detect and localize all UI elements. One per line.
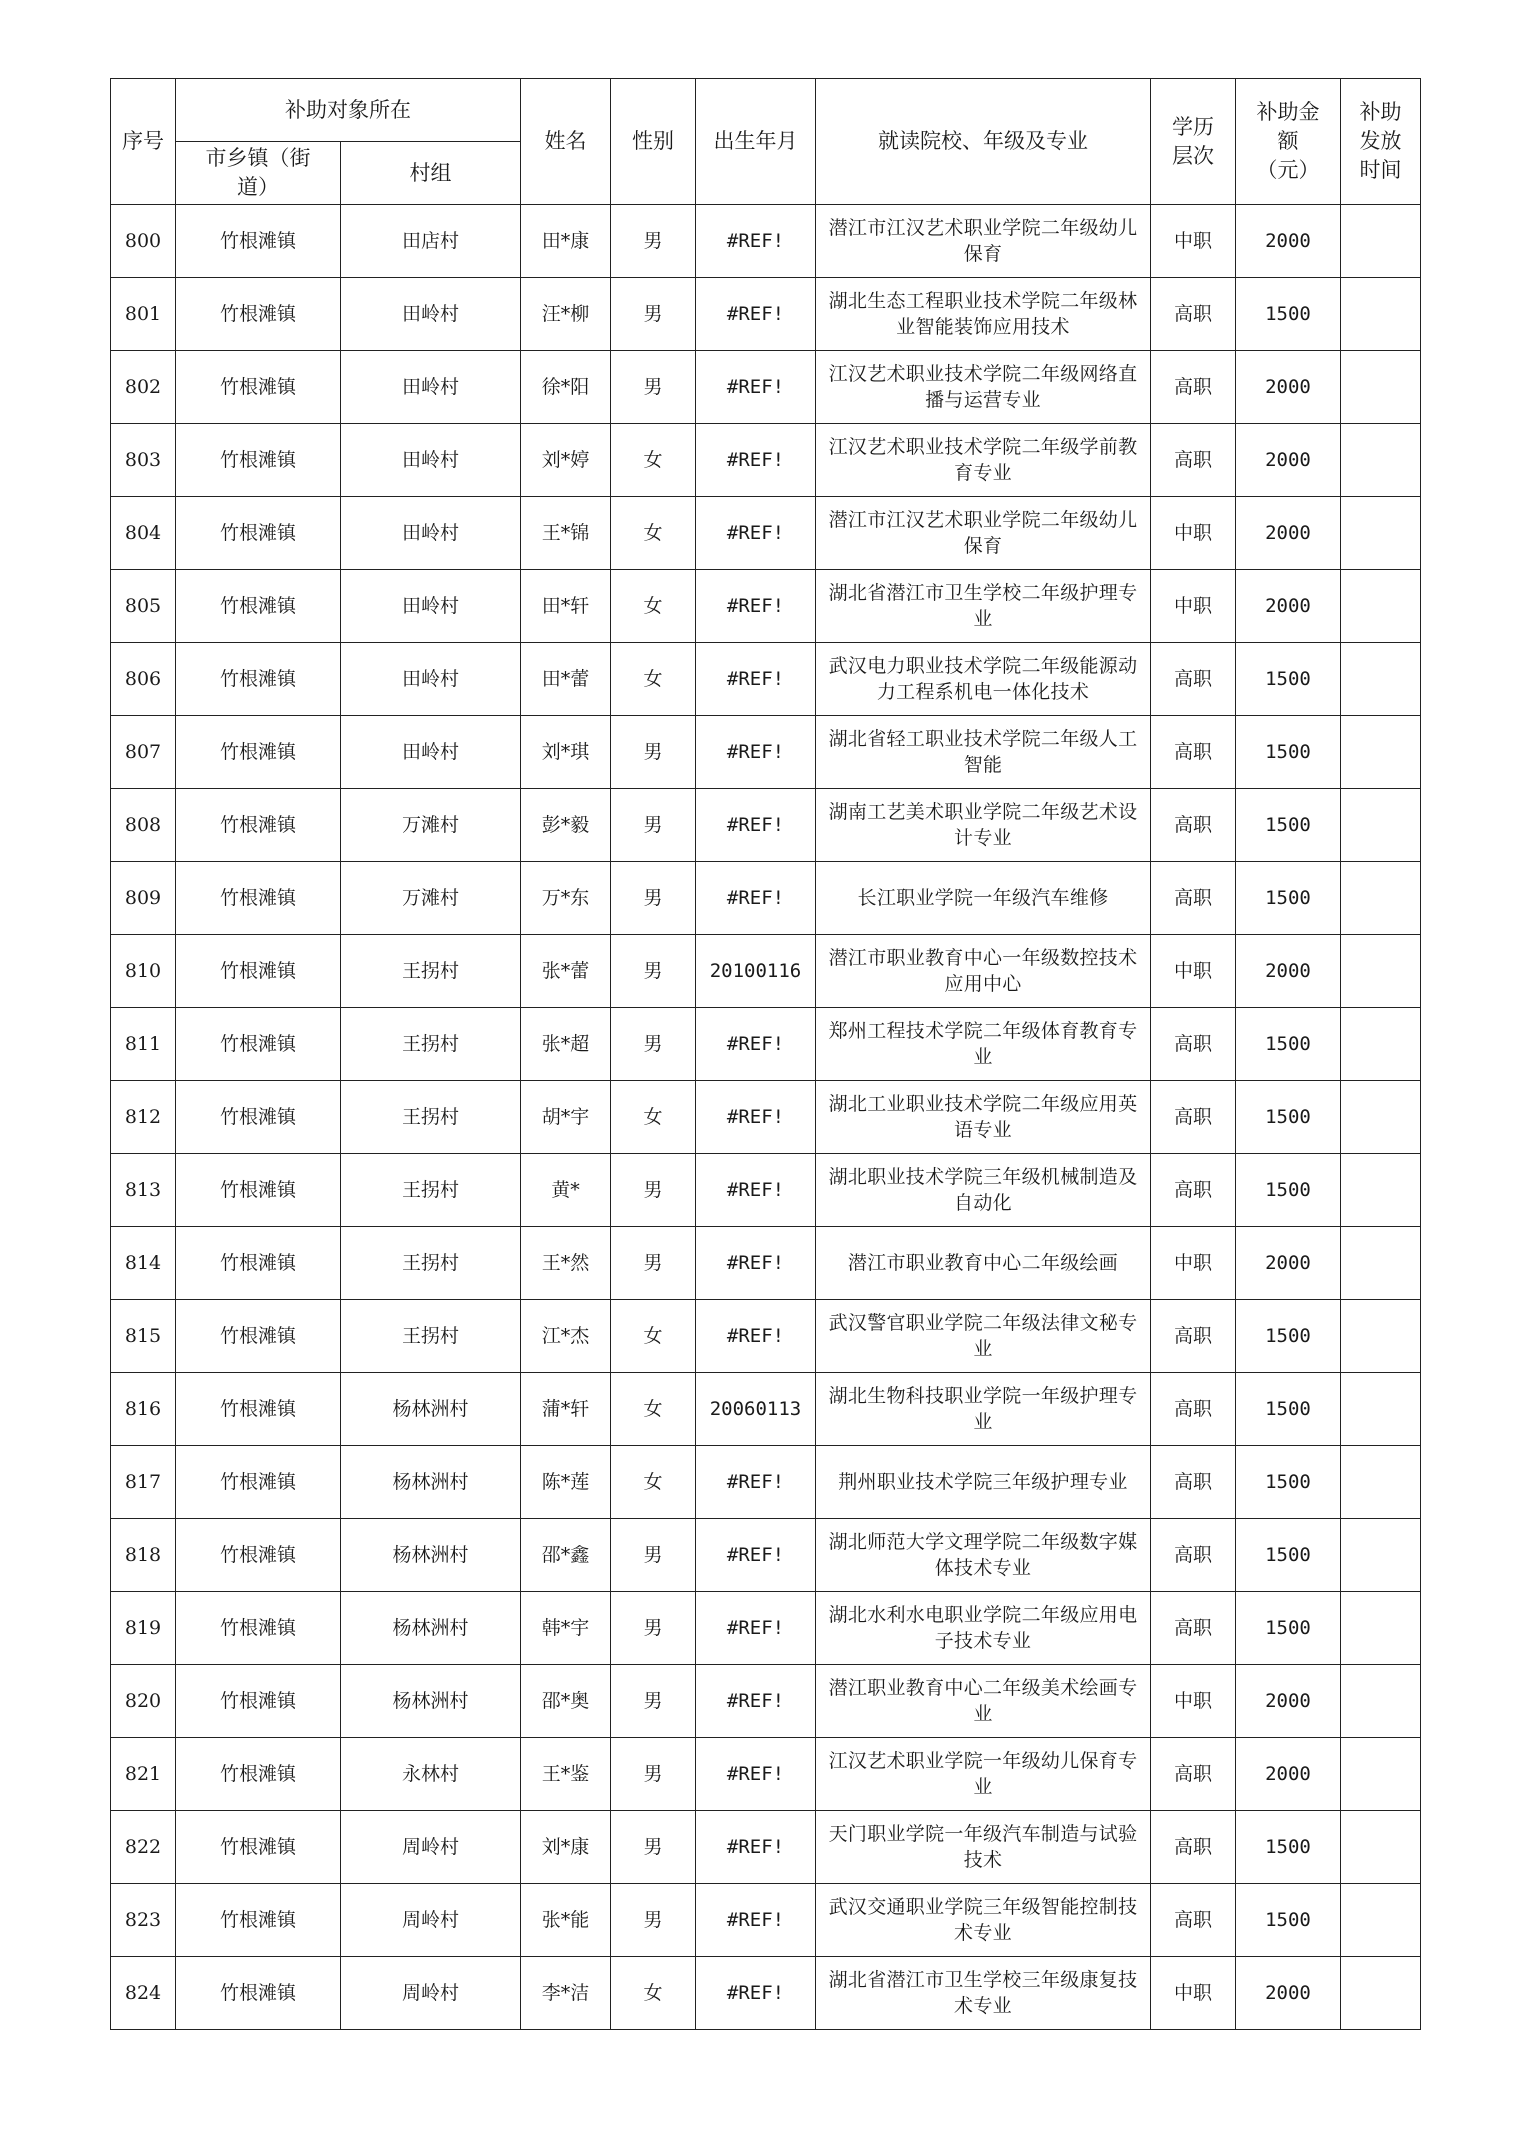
cell-birth: #REF!: [696, 1957, 816, 2030]
cell-village: 王拐村: [341, 935, 521, 1008]
cell-school: 武汉警官职业学院二年级法律文秘专业: [816, 1300, 1151, 1373]
cell-level: 高职: [1151, 1592, 1236, 1665]
cell-birth: #REF!: [696, 716, 816, 789]
cell-gender: 女: [611, 1373, 696, 1446]
cell-gender: 男: [611, 351, 696, 424]
cell-amount: 2000: [1236, 1738, 1341, 1811]
cell-birth: #REF!: [696, 643, 816, 716]
subsidy-roster-table: [110, 78, 1421, 2030]
cell-name: 万*东: [521, 862, 611, 935]
cell-level: 高职: [1151, 1811, 1236, 1884]
cell-level: 高职: [1151, 1008, 1236, 1081]
table-row: [111, 1008, 1421, 1081]
cell-school: 郑州工程技术学院二年级体育教育专业: [816, 1008, 1151, 1081]
cell-gender: 女: [611, 1957, 696, 2030]
cell-seq: 810: [111, 935, 176, 1008]
cell-name: 田*康: [521, 205, 611, 278]
cell-town: 竹根滩镇: [176, 935, 341, 1008]
cell-birth: #REF!: [696, 1227, 816, 1300]
cell-amount: 1500: [1236, 862, 1341, 935]
cell-gender: 男: [611, 862, 696, 935]
cell-amount: 2000: [1236, 424, 1341, 497]
cell-gender: 男: [611, 789, 696, 862]
cell-seq: 811: [111, 1008, 176, 1081]
cell-time: [1341, 789, 1421, 862]
cell-time: [1341, 643, 1421, 716]
cell-school: 潜江市江汉艺术职业学院二年级幼儿保育: [816, 205, 1151, 278]
cell-village: 王拐村: [341, 1081, 521, 1154]
cell-level: 高职: [1151, 1884, 1236, 1957]
cell-amount: 2000: [1236, 351, 1341, 424]
cell-name: 田*蕾: [521, 643, 611, 716]
cell-seq: 816: [111, 1373, 176, 1446]
cell-time: [1341, 1081, 1421, 1154]
cell-gender: 男: [611, 1592, 696, 1665]
cell-gender: 男: [611, 1884, 696, 1957]
cell-village: 万滩村: [341, 789, 521, 862]
cell-time: [1341, 1665, 1421, 1738]
cell-seq: 805: [111, 570, 176, 643]
cell-time: [1341, 716, 1421, 789]
cell-time: [1341, 1884, 1421, 1957]
cell-birth: #REF!: [696, 424, 816, 497]
cell-school: 湖南工艺美术职业学院二年级艺术设计专业: [816, 789, 1151, 862]
table-row: [111, 1227, 1421, 1300]
cell-amount: 1500: [1236, 789, 1341, 862]
cell-level: 中职: [1151, 570, 1236, 643]
cell-name: 汪*柳: [521, 278, 611, 351]
cell-school: 湖北省潜江市卫生学校二年级护理专业: [816, 570, 1151, 643]
cell-time: [1341, 1957, 1421, 2030]
cell-village: 田岭村: [341, 351, 521, 424]
cell-school: 湖北生物科技职业学院一年级护理专业: [816, 1373, 1151, 1446]
cell-time: [1341, 570, 1421, 643]
cell-birth: #REF!: [696, 1519, 816, 1592]
cell-village: 杨林洲村: [341, 1592, 521, 1665]
table-row: [111, 1154, 1421, 1227]
cell-name: 江*杰: [521, 1300, 611, 1373]
cell-amount: 1500: [1236, 1081, 1341, 1154]
header-seq: 序号: [111, 79, 176, 205]
cell-name: 王*鉴: [521, 1738, 611, 1811]
cell-seq: 812: [111, 1081, 176, 1154]
cell-name: 王*锦: [521, 497, 611, 570]
header-birth: 出生年月: [696, 79, 816, 205]
cell-town: 竹根滩镇: [176, 1300, 341, 1373]
cell-amount: 2000: [1236, 1665, 1341, 1738]
table-row: [111, 1519, 1421, 1592]
cell-village: 杨林洲村: [341, 1665, 521, 1738]
cell-name: 邵*鑫: [521, 1519, 611, 1592]
cell-birth: #REF!: [696, 497, 816, 570]
cell-school: 潜江市职业教育中心一年级数控技术应用中心: [816, 935, 1151, 1008]
cell-school: 武汉电力职业技术学院二年级能源动力工程系机电一体化技术: [816, 643, 1151, 716]
cell-village: 杨林洲村: [341, 1519, 521, 1592]
cell-seq: 819: [111, 1592, 176, 1665]
table-row: [111, 424, 1421, 497]
cell-level: 高职: [1151, 278, 1236, 351]
cell-school: 湖北生态工程职业技术学院二年级林业智能装饰应用技术: [816, 278, 1151, 351]
cell-village: 田岭村: [341, 716, 521, 789]
cell-name: 刘*婷: [521, 424, 611, 497]
cell-amount: 2000: [1236, 570, 1341, 643]
cell-seq: 821: [111, 1738, 176, 1811]
cell-level: 高职: [1151, 1154, 1236, 1227]
cell-gender: 女: [611, 570, 696, 643]
cell-town: 竹根滩镇: [176, 1884, 341, 1957]
cell-time: [1341, 1154, 1421, 1227]
header-name: 姓名: [521, 79, 611, 205]
cell-village: 杨林洲村: [341, 1446, 521, 1519]
cell-gender: 男: [611, 1154, 696, 1227]
cell-gender: 女: [611, 497, 696, 570]
cell-town: 竹根滩镇: [176, 497, 341, 570]
cell-amount: 2000: [1236, 1227, 1341, 1300]
table-row: [111, 1300, 1421, 1373]
table-row: [111, 1811, 1421, 1884]
cell-level: 高职: [1151, 424, 1236, 497]
cell-school: 天门职业学院一年级汽车制造与试验技术: [816, 1811, 1151, 1884]
cell-time: [1341, 1446, 1421, 1519]
cell-level: 中职: [1151, 1227, 1236, 1300]
cell-time: [1341, 1227, 1421, 1300]
cell-time: [1341, 1738, 1421, 1811]
cell-gender: 男: [611, 1519, 696, 1592]
cell-name: 张*蕾: [521, 935, 611, 1008]
cell-village: 田岭村: [341, 643, 521, 716]
cell-birth: #REF!: [696, 1300, 816, 1373]
cell-name: 张*超: [521, 1008, 611, 1081]
table-header: [111, 79, 1421, 205]
cell-amount: 1500: [1236, 1154, 1341, 1227]
header-amount: 补助金额（元）: [1236, 79, 1341, 205]
cell-town: 竹根滩镇: [176, 1957, 341, 2030]
table-row: [111, 205, 1421, 278]
table-body: [111, 205, 1421, 2030]
cell-school: 长江职业学院一年级汽车维修: [816, 862, 1151, 935]
cell-name: 黄*: [521, 1154, 611, 1227]
table-row: [111, 570, 1421, 643]
cell-town: 竹根滩镇: [176, 1008, 341, 1081]
cell-village: 周岭村: [341, 1811, 521, 1884]
table-row: [111, 1081, 1421, 1154]
cell-level: 高职: [1151, 1081, 1236, 1154]
cell-village: 永林村: [341, 1738, 521, 1811]
cell-town: 竹根滩镇: [176, 1811, 341, 1884]
cell-village: 周岭村: [341, 1884, 521, 1957]
cell-village: 王拐村: [341, 1300, 521, 1373]
cell-gender: 女: [611, 643, 696, 716]
cell-school: 江汉艺术职业技术学院二年级网络直播与运营专业: [816, 351, 1151, 424]
cell-gender: 男: [611, 278, 696, 351]
cell-birth: #REF!: [696, 1154, 816, 1227]
cell-seq: 813: [111, 1154, 176, 1227]
header-school: 就读院校、年级及专业: [816, 79, 1151, 205]
cell-town: 竹根滩镇: [176, 789, 341, 862]
cell-village: 田岭村: [341, 570, 521, 643]
cell-level: 高职: [1151, 1738, 1236, 1811]
table-row: [111, 1738, 1421, 1811]
cell-level: 高职: [1151, 1519, 1236, 1592]
cell-level: 高职: [1151, 1300, 1236, 1373]
cell-town: 竹根滩镇: [176, 1592, 341, 1665]
cell-school: 武汉交通职业学院三年级智能控制技术专业: [816, 1884, 1151, 1957]
cell-name: 张*能: [521, 1884, 611, 1957]
cell-seq: 815: [111, 1300, 176, 1373]
cell-seq: 817: [111, 1446, 176, 1519]
cell-name: 刘*琪: [521, 716, 611, 789]
cell-birth: #REF!: [696, 205, 816, 278]
cell-level: 中职: [1151, 1957, 1236, 2030]
cell-town: 竹根滩镇: [176, 1446, 341, 1519]
cell-village: 田店村: [341, 205, 521, 278]
cell-seq: 800: [111, 205, 176, 278]
cell-gender: 男: [611, 1665, 696, 1738]
cell-school: 湖北省潜江市卫生学校三年级康复技术专业: [816, 1957, 1151, 2030]
cell-amount: 1500: [1236, 1300, 1341, 1373]
cell-time: [1341, 935, 1421, 1008]
table-row: [111, 1957, 1421, 2030]
cell-time: [1341, 1373, 1421, 1446]
cell-village: 万滩村: [341, 862, 521, 935]
cell-seq: 807: [111, 716, 176, 789]
cell-level: 中职: [1151, 1665, 1236, 1738]
cell-town: 竹根滩镇: [176, 1373, 341, 1446]
cell-name: 王*然: [521, 1227, 611, 1300]
cell-level: 高职: [1151, 1373, 1236, 1446]
cell-name: 蒲*轩: [521, 1373, 611, 1446]
cell-amount: 2000: [1236, 1957, 1341, 2030]
cell-seq: 823: [111, 1884, 176, 1957]
table-row: [111, 1665, 1421, 1738]
header-time: 补助发放时间: [1341, 79, 1421, 205]
cell-time: [1341, 497, 1421, 570]
cell-birth: 20100116: [696, 935, 816, 1008]
cell-village: 周岭村: [341, 1957, 521, 2030]
cell-school: 湖北水利水电职业学院二年级应用电子技术专业: [816, 1592, 1151, 1665]
table-row: [111, 351, 1421, 424]
cell-birth: #REF!: [696, 862, 816, 935]
cell-village: 田岭村: [341, 497, 521, 570]
cell-time: [1341, 1811, 1421, 1884]
cell-birth: #REF!: [696, 1884, 816, 1957]
cell-level: 高职: [1151, 351, 1236, 424]
cell-amount: 1500: [1236, 278, 1341, 351]
cell-amount: 1500: [1236, 1008, 1341, 1081]
header-village: 村组: [341, 142, 521, 205]
cell-town: 竹根滩镇: [176, 351, 341, 424]
cell-level: 中职: [1151, 497, 1236, 570]
cell-amount: 1500: [1236, 643, 1341, 716]
cell-town: 竹根滩镇: [176, 278, 341, 351]
cell-amount: 1500: [1236, 1446, 1341, 1519]
cell-level: 中职: [1151, 935, 1236, 1008]
table-row: [111, 789, 1421, 862]
cell-birth: 20060113: [696, 1373, 816, 1446]
cell-town: 竹根滩镇: [176, 643, 341, 716]
cell-level: 高职: [1151, 716, 1236, 789]
cell-village: 田岭村: [341, 278, 521, 351]
cell-school: 潜江职业教育中心二年级美术绘画专业: [816, 1665, 1151, 1738]
cell-village: 王拐村: [341, 1154, 521, 1227]
table-row: [111, 497, 1421, 570]
cell-town: 竹根滩镇: [176, 570, 341, 643]
cell-birth: #REF!: [696, 351, 816, 424]
header-town: 市乡镇（街道）: [176, 142, 341, 205]
cell-name: 彭*毅: [521, 789, 611, 862]
cell-time: [1341, 351, 1421, 424]
cell-gender: 女: [611, 1446, 696, 1519]
cell-birth: #REF!: [696, 1081, 816, 1154]
cell-seq: 802: [111, 351, 176, 424]
cell-town: 竹根滩镇: [176, 1738, 341, 1811]
cell-amount: 1500: [1236, 1519, 1341, 1592]
cell-level: 高职: [1151, 862, 1236, 935]
cell-level: 高职: [1151, 789, 1236, 862]
cell-seq: 820: [111, 1665, 176, 1738]
cell-town: 竹根滩镇: [176, 862, 341, 935]
cell-village: 王拐村: [341, 1008, 521, 1081]
cell-level: 中职: [1151, 205, 1236, 278]
cell-seq: 801: [111, 278, 176, 351]
cell-time: [1341, 1300, 1421, 1373]
cell-name: 田*轩: [521, 570, 611, 643]
cell-name: 陈*莲: [521, 1446, 611, 1519]
cell-village: 王拐村: [341, 1227, 521, 1300]
cell-gender: 男: [611, 1738, 696, 1811]
cell-seq: 814: [111, 1227, 176, 1300]
cell-gender: 女: [611, 1081, 696, 1154]
cell-school: 江汉艺术职业技术学院二年级学前教育专业: [816, 424, 1151, 497]
cell-name: 李*洁: [521, 1957, 611, 2030]
cell-name: 邵*奥: [521, 1665, 611, 1738]
cell-seq: 808: [111, 789, 176, 862]
cell-school: 潜江市江汉艺术职业学院二年级幼儿保育: [816, 497, 1151, 570]
cell-seq: 804: [111, 497, 176, 570]
cell-seq: 806: [111, 643, 176, 716]
cell-town: 竹根滩镇: [176, 1081, 341, 1154]
table-row: [111, 278, 1421, 351]
cell-school: 湖北师范大学文理学院二年级数字媒体技术专业: [816, 1519, 1151, 1592]
cell-amount: 1500: [1236, 1811, 1341, 1884]
cell-name: 韩*宇: [521, 1592, 611, 1665]
cell-level: 高职: [1151, 643, 1236, 716]
cell-seq: 818: [111, 1519, 176, 1592]
table-row: [111, 862, 1421, 935]
cell-time: [1341, 278, 1421, 351]
cell-birth: #REF!: [696, 1008, 816, 1081]
cell-amount: 2000: [1236, 935, 1341, 1008]
cell-seq: 803: [111, 424, 176, 497]
cell-amount: 1500: [1236, 1884, 1341, 1957]
header-gender: 性别: [611, 79, 696, 205]
cell-birth: #REF!: [696, 570, 816, 643]
cell-amount: 2000: [1236, 205, 1341, 278]
cell-name: 刘*康: [521, 1811, 611, 1884]
cell-gender: 男: [611, 935, 696, 1008]
table-row: [111, 1884, 1421, 1957]
table-row: [111, 1446, 1421, 1519]
cell-village: 田岭村: [341, 424, 521, 497]
table-row: [111, 935, 1421, 1008]
cell-school: 潜江市职业教育中心二年级绘画: [816, 1227, 1151, 1300]
cell-time: [1341, 1592, 1421, 1665]
table-row: [111, 716, 1421, 789]
cell-gender: 男: [611, 1811, 696, 1884]
cell-time: [1341, 1519, 1421, 1592]
cell-time: [1341, 205, 1421, 278]
cell-amount: 1500: [1236, 1592, 1341, 1665]
cell-gender: 男: [611, 1227, 696, 1300]
cell-village: 杨林洲村: [341, 1373, 521, 1446]
cell-school: 湖北省轻工职业技术学院二年级人工智能: [816, 716, 1151, 789]
cell-town: 竹根滩镇: [176, 1665, 341, 1738]
cell-time: [1341, 1008, 1421, 1081]
cell-town: 竹根滩镇: [176, 1227, 341, 1300]
cell-gender: 男: [611, 716, 696, 789]
header-level: 学历层次: [1151, 79, 1236, 205]
cell-name: 徐*阳: [521, 351, 611, 424]
cell-name: 胡*宇: [521, 1081, 611, 1154]
cell-birth: #REF!: [696, 1446, 816, 1519]
cell-town: 竹根滩镇: [176, 205, 341, 278]
cell-seq: 822: [111, 1811, 176, 1884]
cell-school: 荆州职业技术学院三年级护理专业: [816, 1446, 1151, 1519]
cell-school: 江汉艺术职业学院一年级幼儿保育专业: [816, 1738, 1151, 1811]
cell-birth: #REF!: [696, 1738, 816, 1811]
cell-gender: 男: [611, 205, 696, 278]
cell-gender: 女: [611, 424, 696, 497]
table-row: [111, 643, 1421, 716]
cell-birth: #REF!: [696, 1665, 816, 1738]
cell-seq: 824: [111, 1957, 176, 2030]
cell-town: 竹根滩镇: [176, 424, 341, 497]
cell-birth: #REF!: [696, 789, 816, 862]
cell-level: 高职: [1151, 1446, 1236, 1519]
cell-time: [1341, 424, 1421, 497]
cell-birth: #REF!: [696, 1592, 816, 1665]
cell-amount: 1500: [1236, 716, 1341, 789]
cell-school: 湖北工业职业技术学院二年级应用英语专业: [816, 1081, 1151, 1154]
cell-town: 竹根滩镇: [176, 1154, 341, 1227]
cell-birth: #REF!: [696, 1811, 816, 1884]
cell-time: [1341, 862, 1421, 935]
header-location-group: 补助对象所在: [176, 79, 521, 142]
cell-gender: 男: [611, 1008, 696, 1081]
cell-birth: #REF!: [696, 278, 816, 351]
table-row: [111, 1373, 1421, 1446]
cell-gender: 女: [611, 1300, 696, 1373]
cell-town: 竹根滩镇: [176, 1519, 341, 1592]
cell-seq: 809: [111, 862, 176, 935]
table-row: [111, 1592, 1421, 1665]
cell-school: 湖北职业技术学院三年级机械制造及自动化: [816, 1154, 1151, 1227]
cell-amount: 2000: [1236, 497, 1341, 570]
cell-amount: 1500: [1236, 1373, 1341, 1446]
cell-town: 竹根滩镇: [176, 716, 341, 789]
